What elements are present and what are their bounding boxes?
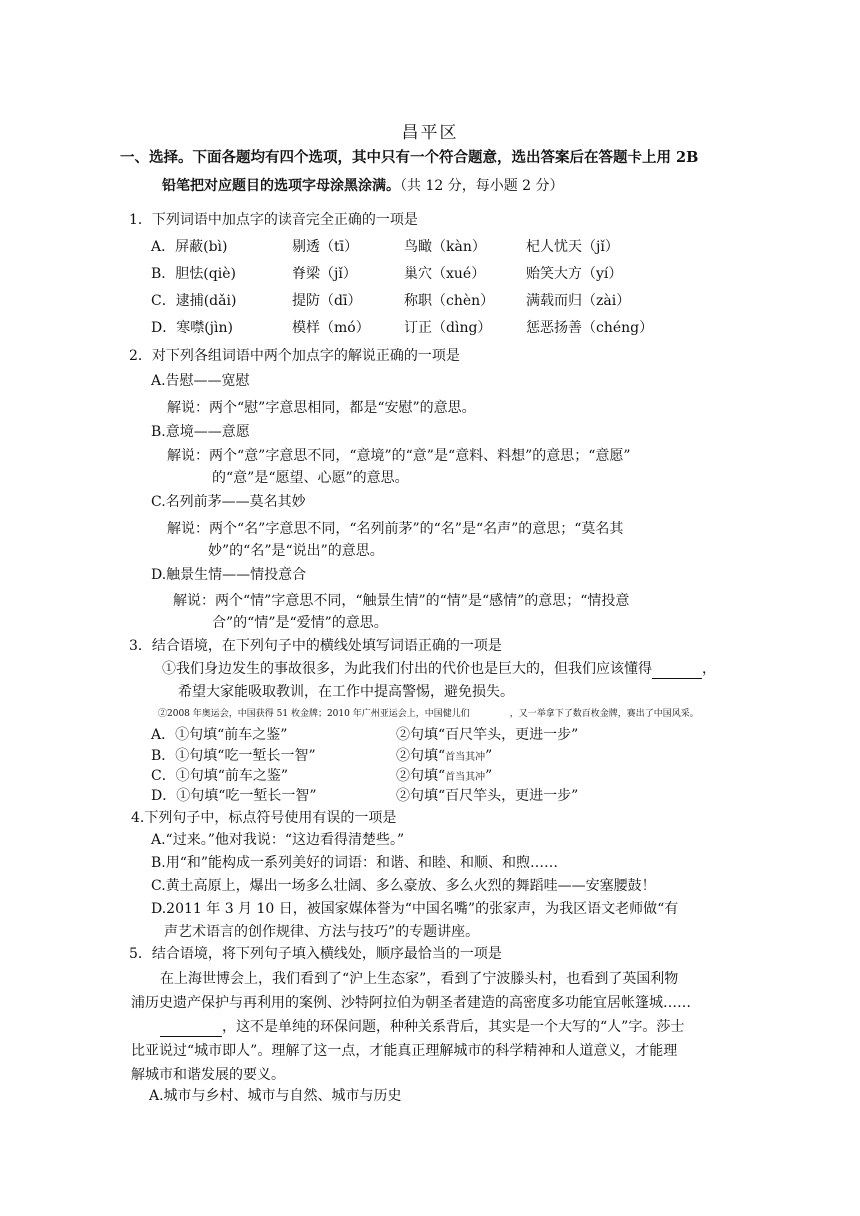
q3-sentence-2-text: ②2008 年奥运会，中国获得 51 枚金牌；2010 年广州亚运会上，中国健儿们 <box>158 709 470 719</box>
q1-option-b-word3: 巢穴（xué） <box>404 266 486 282</box>
q2-stem: 2．对下列各组词语中两个加点字的解说正确的一项是 <box>129 348 460 364</box>
q3-option-d: D．①句填“吃一堑长一智” <box>151 788 317 804</box>
q1-stem: 1．下列词语中加点字的读音完全正确的一项是 <box>129 212 418 228</box>
q2-option-a-explanation: 解说：两个“慰”字意思相同，都是“安慰”的意思。 <box>167 400 476 416</box>
q3-option-b-2-idiom: 首当其冲 <box>445 752 486 763</box>
q2-option-d-explanation-2: 合”的“情”是“爱情”的意思。 <box>212 615 388 631</box>
q1-option-d-word4: 惩恶扬善（chéng） <box>526 320 654 336</box>
q3-option-a: A．①句填“前车之鉴” <box>151 727 288 743</box>
section-heading-line2 <box>162 176 564 196</box>
section-heading-bold: 铅笔把对应题目的选项字母涂黑涂满。 <box>162 178 400 194</box>
q3-option-b: B．①句填“吃一堑长一智” <box>151 748 316 764</box>
q1-option-a-word2: 剔透（tī） <box>292 239 359 255</box>
q3-option-b-2-lead: ②句填“ <box>396 748 446 764</box>
q1-option-b: B．胆怯(qiè) <box>151 266 236 282</box>
page-title: 昌平区 <box>401 123 459 143</box>
q1-option-a: A．屏蔽(bì) <box>151 239 228 255</box>
q3-sentence-1-blank <box>652 664 702 679</box>
q5-passage-1: 在上海世博会上，我们看到了“沪上生态家”，看到了宁波滕头村，也看到了英国利物 <box>160 971 679 987</box>
q5-option-a: A.城市与乡村、城市与自然、城市与历史 <box>149 1088 402 1104</box>
q5-blank <box>160 1022 222 1037</box>
q2-option-d-words: D.触景生情——情投意合 <box>151 567 307 583</box>
q2-option-a-words: A.告慰——宽慰 <box>151 373 250 389</box>
q1-option-a-word3: 鸟瞰（kàn） <box>404 239 486 255</box>
q4-stem: 4.下列句子中，标点符号使用有误的一项是 <box>131 810 397 826</box>
section-heading-note: （共 12 分，每小题 2 分） <box>400 178 564 194</box>
q5-passage-3-text: ，这不是单纯的环保问题，种种关系背后，其实是一个大写的“人”字。莎士 <box>222 1019 685 1035</box>
q3-sentence-2 <box>158 704 699 724</box>
q4-option-b: B.用“和”能构成一系列美好的词语：和谐、和睦、和顺、和煦…… <box>151 855 559 871</box>
q4-option-a: A.“过来。”他对我说：“这边看得清楚些。” <box>151 832 405 848</box>
q3-option-c: C．①句填“前车之鉴” <box>151 768 289 784</box>
q2-option-b-explanation-2: 的“意”是“愿望、心愿”的意思。 <box>212 470 409 486</box>
q5-passage-4: 比亚说过“城市即人”。理解了这一点，才能真正理解城市的科学精神和人道意义，才能理 <box>131 1043 678 1059</box>
q3-option-b-2-end: ” <box>485 748 493 764</box>
q3-sentence-1-text: ①我们身边发生的事故很多，为此我们付出的代价也是巨大的，但我们应该懂得 <box>162 661 652 677</box>
q2-option-d-explanation-1: 解说：两个“情”字意思不同，“触景生情”的“情”是“感情”的意思；“情投意 <box>173 593 630 609</box>
q3-option-c-2-idiom: 首当其冲 <box>445 772 486 783</box>
q3-stem: 3．结合语境，在下列句子中的横线处填写词语正确的一项是 <box>129 638 502 654</box>
q5-passage-2: 浦历史遗产保护与再利用的案例、沙特阿拉伯为朝圣者建造的高密度多功能宜居帐篷城…… <box>131 995 691 1011</box>
q3-sentence-1 <box>162 659 716 679</box>
q3-option-d-2: ②句填“百尺竿头，更进一步” <box>396 788 579 804</box>
q3-option-c-2-end: ” <box>485 768 493 784</box>
q3-sentence-1-comma: ， <box>702 661 716 677</box>
q2-option-c-words: C.名列前茅——莫名其妙 <box>151 494 306 510</box>
q2-option-b-words: B.意境——意愿 <box>151 424 250 440</box>
q3-option-a-2: ②句填“百尺竿头，更进一步” <box>396 727 579 743</box>
q1-option-d: D．寒噤(jìn) <box>151 320 233 336</box>
q1-option-c-word3: 称职（chèn） <box>404 293 495 309</box>
q3-option-c-2-lead: ②句填“ <box>396 768 446 784</box>
q4-option-d-1: D.2011 年 3 月 10 日，被国家媒体誉为“中国名嘴”的张家声，为我区语文老师做“有 <box>151 901 679 917</box>
q1-option-b-word2: 脊梁（jǐ） <box>292 266 357 282</box>
q4-option-c: C.黄土高原上，爆出一场多么壮阔、多么豪放、多么火烈的舞蹈哇——安塞腰鼓！ <box>151 878 656 894</box>
q5-passage-5: 解城市和谐发展的要义。 <box>131 1067 285 1083</box>
q4-option-d-2: 声艺术语言的创作规律、方法与技巧”的专题讲座。 <box>164 924 480 940</box>
q1-option-c-word4: 满载而归（zài） <box>526 293 631 309</box>
q3-sentence-1-cont: 希望大家能吸取教训，在工作中提高警惕，避免损失。 <box>178 684 514 700</box>
q3-option-c-2 <box>396 766 492 788</box>
q1-option-c: C．逮捕(dǎi) <box>151 293 237 309</box>
q3-sentence-2-end: ，又一举拿下了数百枚金牌，赛出了中国风采。 <box>509 709 699 719</box>
q3-option-b-2 <box>396 746 492 768</box>
q2-option-b-explanation-1: 解说：两个“意”字意思不同，“意境”的“意”是“意料、料想”的意思；“意愿” <box>167 448 631 464</box>
section-heading-line1: 一、选择。下面各题均有四个选项，其中只有一个符合题意，选出答案后在答题卡上用 2B <box>120 149 699 166</box>
q2-option-c-explanation-1: 解说：两个“名”字意思不同，“名列前茅”的“名”是“名声”的意思；“莫名其 <box>167 521 624 537</box>
q5-stem: 5．结合语境，将下列句子填入横线处，顺序最恰当的一项是 <box>129 946 502 962</box>
q1-option-b-word4: 贻笑大方（yí） <box>526 266 623 282</box>
q5-passage-3 <box>160 1017 684 1037</box>
q1-option-c-word2: 提防（dī） <box>292 293 362 309</box>
q2-option-c-explanation-2: 妙”的“名”是“说出”的意思。 <box>208 543 384 559</box>
q1-option-d-word2: 模样（mó） <box>292 320 370 336</box>
q1-option-d-word3: 订正（dìng） <box>404 320 492 336</box>
q1-option-a-word4: 杞人忧天（jǐ） <box>526 239 619 255</box>
